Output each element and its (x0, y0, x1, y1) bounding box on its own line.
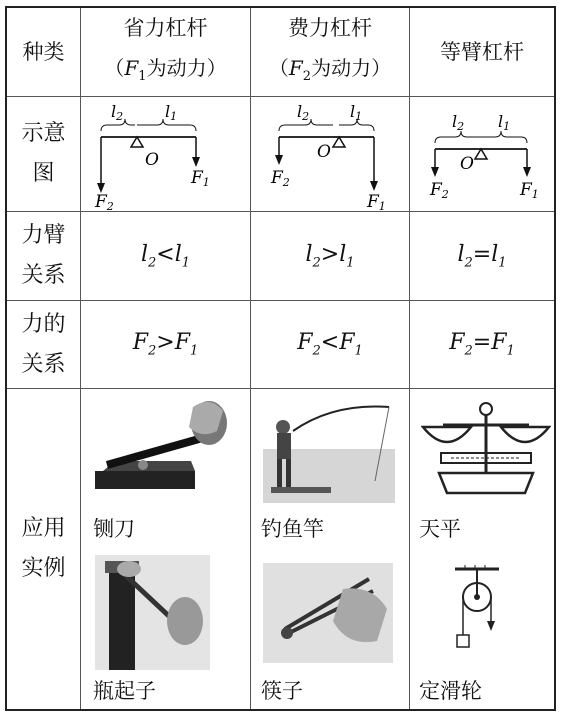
row-label-example (7, 389, 80, 709)
label-fulcrum: O (145, 150, 159, 170)
fishing-rod-image (263, 401, 395, 503)
lever-diagram-effort-costing (251, 97, 409, 211)
example-caption-fishing-rod: 钓鱼竿 (261, 517, 324, 541)
header-effort-costing-title: 费力杠杆 (288, 15, 372, 40)
row-divider (7, 388, 554, 389)
row-label-force-line2: 关系 (21, 351, 66, 377)
row-label-diagram-line1: 示意 (21, 121, 66, 146)
header-equal-arm-title: 等臂杠杆 (440, 40, 524, 64)
header-effort-saving-note: （$F_1$为动力） (104, 55, 227, 84)
arm-relation-effort-saving: $l_2<l_1$ (140, 241, 191, 271)
row-label-arm-line2: 关系 (21, 263, 66, 288)
example-caption-bottle-opener: 瓶起子 (93, 679, 156, 703)
force-relation-effort-saving: $F_2>F_1$ (132, 330, 199, 359)
label-F2: F2 (271, 168, 290, 189)
force-relation-equal-arm: $F_2=F_1$ (449, 330, 515, 359)
row-label-force (7, 301, 80, 388)
label-F1: F1 (191, 168, 210, 189)
row-label-force-line1: 力的 (21, 311, 66, 337)
label-l2: l2 (111, 102, 124, 123)
arm-relation-equal-arm: $l_2=l_1$ (457, 241, 507, 271)
example-caption-guillotine: 铡刀 (93, 517, 135, 541)
lever-diagram-effort-saving (81, 97, 250, 211)
row-label-example-line2: 实例 (21, 556, 66, 581)
chopsticks-image (263, 563, 393, 663)
balance-scale-image (421, 397, 551, 505)
header-kind (7, 8, 80, 96)
header-equal-arm (410, 8, 554, 96)
example-caption-balance: 天平 (419, 517, 461, 541)
row-label-arm (7, 212, 80, 300)
arm-relation-effort-costing: $l_2>l_1$ (305, 241, 355, 271)
header-effort-costing (251, 8, 409, 96)
label-F1: F1 (367, 192, 386, 211)
label-F2: F2 (430, 180, 449, 201)
guillotine-cutter-image (95, 393, 230, 503)
row-label-diagram (7, 97, 80, 211)
label-l2: l2 (452, 112, 465, 133)
label-F2: F2 (95, 192, 114, 211)
lever-diagram-equal-arm (410, 97, 554, 211)
fixed-pulley-image (441, 563, 511, 655)
header-effort-saving-title: 省力杠杆 (123, 15, 208, 40)
force-relation-effort-costing: $F_2<F_1$ (297, 330, 363, 359)
row-label-diagram-line2: 图 (32, 161, 55, 186)
example-caption-pulley: 定滑轮 (419, 679, 482, 703)
row-label-arm-line1: 力臂 (21, 223, 66, 248)
header-kind-text: 种类 (22, 40, 65, 64)
header-effort-saving (81, 8, 250, 96)
label-l1: l1 (498, 112, 511, 133)
row-label-example-line1: 应用 (21, 516, 66, 541)
lever-table (5, 6, 556, 711)
label-F1: F1 (520, 180, 539, 201)
label-l1: l1 (350, 102, 363, 123)
label-fulcrum: O (317, 142, 331, 162)
example-caption-chopsticks: 筷子 (261, 679, 303, 703)
label-l1: l1 (165, 102, 178, 123)
label-l2: l2 (297, 102, 310, 123)
label-fulcrum: O (460, 154, 474, 174)
bottle-opener-image (95, 555, 210, 670)
header-effort-costing-note: （$F_2$为动力） (268, 55, 392, 84)
